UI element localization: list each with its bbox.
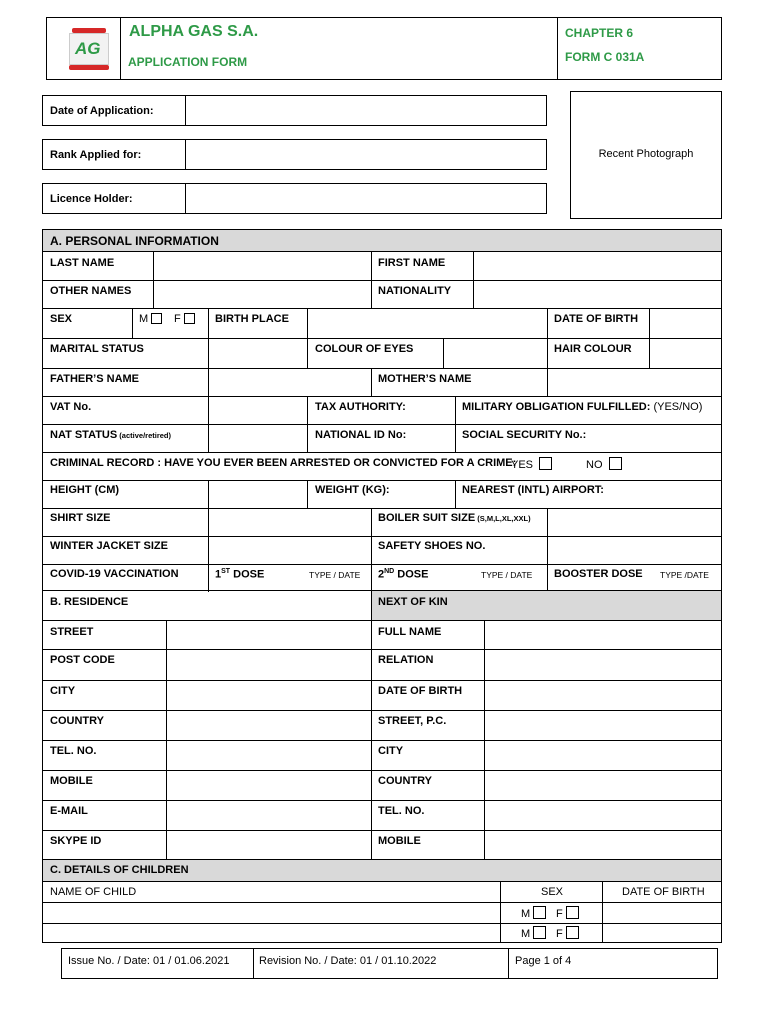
birth-place-label: BIRTH PLACE bbox=[215, 313, 289, 325]
winter-jacket-input[interactable] bbox=[209, 537, 370, 564]
colour-of-eyes-input[interactable] bbox=[444, 339, 546, 368]
date-of-application-label: Date of Application: bbox=[50, 105, 154, 117]
next-of-kin-tel-no-input[interactable] bbox=[485, 801, 721, 830]
rank-applied-input[interactable] bbox=[186, 140, 546, 169]
nat-status-label: NAT STATUS bbox=[50, 429, 118, 441]
form-header bbox=[46, 17, 722, 80]
photo-box[interactable] bbox=[570, 91, 722, 219]
hair-colour-input[interactable] bbox=[650, 339, 721, 368]
next-of-kin-tel-no-label: TEL. NO. bbox=[378, 805, 425, 817]
fathers-name-input[interactable] bbox=[209, 369, 370, 396]
hair-colour-label: HAIR COLOUR bbox=[554, 343, 632, 355]
mothers-name-label: MOTHER’S NAME bbox=[378, 373, 472, 385]
dose1-number: 1 bbox=[215, 568, 222, 581]
residence-mobile-input[interactable] bbox=[167, 771, 371, 800]
section-a-title: A. PERSONAL INFORMATION bbox=[50, 234, 219, 248]
issue-info: Issue No. / Date: 01 / 01.06.2021 bbox=[68, 955, 230, 967]
criminal-yes-label: YES bbox=[511, 459, 534, 471]
booster-dose-label: BOOSTER DOSE bbox=[554, 568, 643, 580]
rank-applied-row bbox=[42, 139, 547, 170]
nationality-input[interactable] bbox=[474, 281, 721, 308]
safety-shoes-label: SAFETY SHOES NO. bbox=[378, 540, 486, 552]
next-of-kin-street-pc-label: STREET, P.C. bbox=[378, 715, 447, 727]
residence-post-code-label: POST CODE bbox=[50, 654, 115, 666]
residence-skype-id-input[interactable] bbox=[167, 831, 371, 861]
child-2-name-input[interactable] bbox=[43, 924, 500, 944]
child-2-m-label: M bbox=[521, 928, 531, 940]
section-c bbox=[42, 859, 722, 943]
dose1-label: DOSE bbox=[230, 568, 265, 581]
licence-holder-label: Licence Holder: bbox=[50, 193, 133, 205]
residence-tel-no-input[interactable] bbox=[167, 741, 371, 770]
dose1-type-date: TYPE / DATE bbox=[309, 570, 361, 580]
booster-type-date: TYPE /DATE bbox=[660, 570, 709, 580]
residence-tel-no-label: TEL. NO. bbox=[50, 745, 97, 757]
nat-status-input[interactable] bbox=[209, 425, 306, 452]
residence-e-mail-label: E-MAIL bbox=[50, 805, 88, 817]
dose2-type-date: TYPE / DATE bbox=[481, 570, 533, 580]
residence-e-mail-input[interactable] bbox=[167, 801, 371, 830]
birth-place-input[interactable] bbox=[308, 309, 546, 338]
rank-applied-label: Rank Applied for: bbox=[50, 149, 142, 161]
logo-text: AG bbox=[75, 39, 101, 58]
child-2-m-checkbox[interactable] bbox=[533, 926, 546, 939]
child-1-f-label: F bbox=[556, 908, 563, 920]
child-2-f-label: F bbox=[556, 928, 563, 940]
photo-label: Recent Photograph bbox=[598, 148, 694, 160]
child-2-dob-input[interactable] bbox=[603, 924, 721, 944]
vat-no-label: VAT No. bbox=[50, 401, 92, 413]
revision-info: Revision No. / Date: 01 / 01.10.2022 bbox=[259, 955, 437, 967]
next-of-kin-title: NEXT OF KIN bbox=[378, 596, 448, 608]
next-of-kin-relation-label: RELATION bbox=[378, 654, 434, 666]
criminal-no-checkbox[interactable] bbox=[609, 457, 622, 470]
form-number: FORM C 031A bbox=[565, 50, 645, 64]
child-2-f-checkbox[interactable] bbox=[566, 926, 579, 939]
national-id-input[interactable] bbox=[413, 425, 454, 452]
child-1-dob-input[interactable] bbox=[603, 903, 721, 923]
first-name-input[interactable] bbox=[474, 253, 721, 280]
tax-authority-input[interactable] bbox=[423, 397, 454, 424]
dose2-number: 2 bbox=[378, 568, 385, 581]
sex-m-label: M bbox=[139, 313, 149, 325]
residence-mobile-label: MOBILE bbox=[50, 775, 93, 787]
marital-status-input[interactable] bbox=[209, 339, 306, 368]
name-of-child-header: NAME OF CHILD bbox=[50, 886, 137, 898]
social-security-label: SOCIAL SECURITY No.: bbox=[462, 429, 587, 441]
chapter-label: CHAPTER 6 bbox=[565, 26, 634, 40]
military-label: MILITARY OBLIGATION FULFILLED: bbox=[462, 401, 651, 413]
last-name-input[interactable] bbox=[154, 253, 370, 280]
date-of-application-row bbox=[42, 95, 547, 126]
section-c-title: C. DETAILS OF CHILDREN bbox=[50, 864, 189, 876]
weight-label: WEIGHT (KG): bbox=[315, 484, 390, 496]
boiler-suit-input[interactable] bbox=[548, 509, 721, 536]
vat-no-input[interactable] bbox=[209, 397, 306, 424]
residence-city-input[interactable] bbox=[167, 681, 371, 710]
child-1-name-input[interactable] bbox=[43, 903, 500, 923]
page-footer bbox=[61, 948, 718, 979]
next-of-kin-relation-input[interactable] bbox=[485, 650, 721, 680]
dose2-label: DOSE bbox=[394, 568, 429, 581]
form-title: APPLICATION FORM bbox=[128, 55, 248, 69]
date-of-birth-label: DATE OF BIRTH bbox=[554, 313, 639, 325]
next-of-kin-date-of-birth-input[interactable] bbox=[485, 681, 721, 710]
last-name-label: LAST NAME bbox=[50, 257, 115, 269]
dose1-suffix: ST bbox=[221, 568, 231, 575]
fathers-name-label: FATHER’S NAME bbox=[50, 373, 140, 385]
company-name: ALPHA GAS S.A. bbox=[129, 23, 259, 40]
next-of-kin-country-label: COUNTRY bbox=[378, 775, 432, 787]
next-of-kin-street-pc-input[interactable] bbox=[485, 711, 721, 740]
first-name-label: FIRST NAME bbox=[378, 257, 446, 269]
page-number: Page 1 of 4 bbox=[515, 955, 572, 967]
colour-of-eyes-label: COLOUR OF EYES bbox=[315, 343, 414, 355]
other-names-label: OTHER NAMES bbox=[50, 285, 132, 297]
nat-status-note: (active/retired) bbox=[117, 431, 171, 440]
licence-holder-row bbox=[42, 183, 547, 214]
section-b-title: B. RESIDENCE bbox=[50, 596, 129, 608]
weight-input[interactable] bbox=[403, 481, 454, 508]
shirt-size-input[interactable] bbox=[209, 509, 370, 536]
child-1-m-checkbox[interactable] bbox=[533, 906, 546, 919]
sex-f-label: F bbox=[174, 313, 181, 325]
next-of-kin-full-name-input[interactable] bbox=[485, 622, 721, 649]
company-logo bbox=[69, 28, 109, 70]
dose2-suffix: ND bbox=[384, 568, 395, 575]
date-of-birth-input[interactable] bbox=[650, 309, 721, 338]
sex-label: SEX bbox=[50, 313, 73, 325]
nationality-label: NATIONALITY bbox=[378, 285, 452, 297]
next-of-kin-country-input[interactable] bbox=[485, 771, 721, 800]
marital-status-label: MARITAL STATUS bbox=[50, 343, 144, 355]
child-sex-header: SEX bbox=[541, 886, 564, 898]
height-label: HEIGHT (CM) bbox=[50, 484, 120, 496]
national-id-label: NATIONAL ID No: bbox=[315, 429, 407, 441]
boiler-suit-sizes: (S,M,L,XL,XXL) bbox=[475, 514, 531, 523]
criminal-record-label: CRIMINAL RECORD : HAVE YOU EVER BEEN ARRESTED OR CONVICTED FOR A CRIME: bbox=[50, 457, 517, 469]
shirt-size-label: SHIRT SIZE bbox=[50, 512, 111, 524]
residence-skype-id-label: SKYPE ID bbox=[50, 835, 102, 847]
next-of-kin-city-label: CITY bbox=[378, 745, 404, 757]
child-dob-header: DATE OF BIRTH bbox=[622, 886, 705, 898]
criminal-yes-checkbox[interactable] bbox=[539, 457, 552, 470]
next-of-kin-city-input[interactable] bbox=[485, 741, 721, 770]
residence-street-input[interactable] bbox=[167, 622, 371, 649]
next-of-kin-mobile-input[interactable] bbox=[485, 831, 721, 861]
child-1-f-checkbox[interactable] bbox=[566, 906, 579, 919]
sex-m-checkbox[interactable] bbox=[151, 313, 162, 324]
sex-f-checkbox[interactable] bbox=[184, 313, 195, 324]
next-of-kin-date-of-birth-label: DATE OF BIRTH bbox=[378, 685, 463, 697]
height-input[interactable] bbox=[209, 481, 306, 508]
airport-label: NEAREST (INTL) AIRPORT: bbox=[462, 484, 604, 496]
mothers-name-input[interactable] bbox=[548, 369, 721, 396]
next-of-kin-mobile-label: MOBILE bbox=[378, 835, 421, 847]
licence-holder-input[interactable] bbox=[186, 184, 546, 213]
other-names-input[interactable] bbox=[154, 281, 370, 308]
criminal-no-label: NO bbox=[586, 459, 603, 471]
tax-authority-label: TAX AUTHORITY: bbox=[315, 401, 406, 413]
child-1-m-label: M bbox=[521, 908, 531, 920]
residence-country-label: COUNTRY bbox=[50, 715, 104, 727]
boiler-suit-label: BOILER SUIT SIZE bbox=[378, 512, 476, 524]
residence-city-label: CITY bbox=[50, 685, 76, 697]
covid-vaccination-label: COVID-19 VACCINATION bbox=[50, 568, 179, 580]
military-options: (YES/NO) bbox=[650, 401, 703, 413]
residence-post-code-input[interactable] bbox=[167, 650, 371, 680]
safety-shoes-input[interactable] bbox=[548, 537, 721, 564]
section-a bbox=[42, 229, 722, 591]
residence-street-label: STREET bbox=[50, 626, 94, 638]
residence-country-input[interactable] bbox=[167, 711, 371, 740]
section-b bbox=[42, 590, 722, 860]
date-of-application-input[interactable] bbox=[186, 96, 546, 125]
winter-jacket-label: WINTER JACKET SIZE bbox=[50, 540, 168, 552]
next-of-kin-full-name-label: FULL NAME bbox=[378, 626, 442, 638]
